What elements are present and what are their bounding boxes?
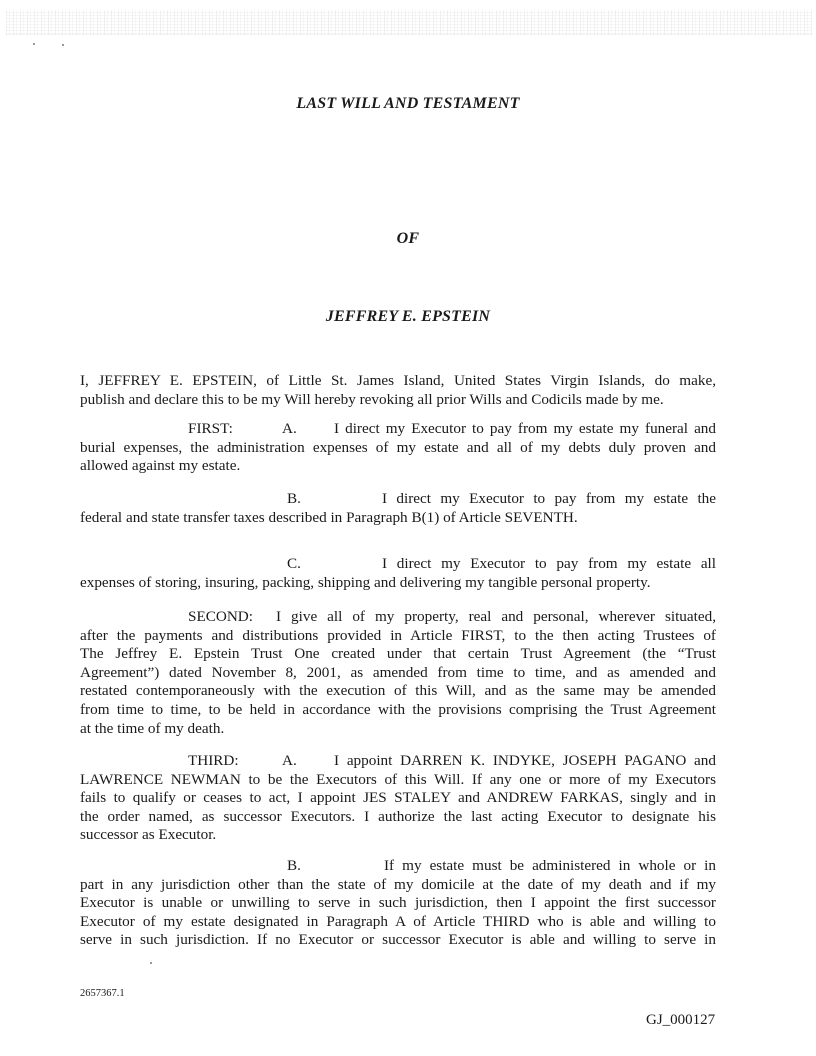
text-line: serve in such jurisdiction. If no Executor or successor Executor is able and willing to serve in	[80, 931, 716, 949]
bates-number: GJ_000127	[646, 1012, 716, 1028]
text-line: I appoint DARREN K. INDYKE, JOSEPH PAGANO and	[334, 752, 716, 769]
scan-artifact-band	[6, 10, 812, 35]
article-label: FIRST:	[188, 420, 233, 437]
text-line: federal and state transfer taxes described in Paragraph B(1) of Article SEVENTH.	[80, 508, 578, 526]
document-title: LAST WILL AND TESTAMENT	[296, 95, 520, 112]
text-line: publish and declare this to be my Will hereby revoking all prior Wills and Codicils made by me.	[80, 390, 664, 408]
text-line: I give all of my property, real and personal, wherever situated,	[276, 608, 716, 625]
document-title-of: OF	[396, 230, 420, 247]
text-line: after the payments and distributions provided in Article FIRST, to the then acting Trustees of	[80, 626, 716, 644]
article-label: SECOND:	[188, 608, 253, 625]
preamble-paragraph	[80, 372, 716, 409]
article-first-paragraph-c	[80, 555, 716, 592]
scan-speck	[33, 43, 35, 45]
text-line: I, JEFFREY E. EPSTEIN, of Little St. James Island, United States Virgin Islands, do make,	[80, 372, 716, 389]
article-first-paragraph-a	[80, 420, 716, 476]
scan-speck	[62, 44, 64, 46]
text-line: Agreement”) dated November 8, 2001, as amended from time to time, and as amended and	[80, 663, 716, 681]
article-label: THIRD:	[188, 752, 239, 769]
article-second-paragraph	[80, 608, 716, 738]
text-line: I direct my Executor to pay from my estate the	[382, 490, 716, 507]
text-line: expenses of storing, insuring, packing, shipping and delivering my tangible personal property.	[80, 573, 651, 591]
text-line: The Jeffrey E. Epstein Trust One created under that certain Trust Agreement (the “Trust	[80, 645, 716, 663]
text-line: If my estate must be administered in whole or in	[384, 857, 716, 874]
article-third-paragraph-b	[80, 857, 716, 950]
text-line: from time to time, to be held in accordance with the provisions comprising the Trust Agreement	[80, 700, 716, 718]
text-line: I direct my Executor to pay from my estate my funeral and	[334, 420, 716, 437]
text-line: Executor is unable or unwilling to serve in such jurisdiction, then I appoint the first successor	[80, 894, 716, 912]
article-third-paragraph-a	[80, 752, 716, 845]
text-line: LAWRENCE NEWMAN to be the Executors of this Will. If any one or more of my Executors	[80, 770, 716, 788]
text-line: allowed against my estate.	[80, 457, 241, 475]
article-first-paragraph-b	[80, 490, 716, 527]
paragraph-label: B.	[287, 490, 301, 507]
paragraph-label: B.	[287, 857, 301, 874]
text-line: the order named, as successor Executors. I authorize the last acting Executor to designate his	[80, 807, 716, 825]
paragraph-label: C.	[287, 555, 301, 572]
paragraph-label: A.	[282, 420, 297, 437]
text-line: part in any jurisdiction other than the state of my domicile at the date of my death and if my	[80, 875, 716, 893]
text-line: I direct my Executor to pay from my estate all	[382, 555, 716, 572]
document-number: 2657367.1	[80, 988, 125, 999]
text-line: at the time of my death.	[80, 719, 225, 737]
text-line: successor as Executor.	[80, 826, 217, 844]
paragraph-label: A.	[282, 752, 297, 769]
text-line: Executor of my estate designated in Paragraph A of Article THIRD who is able and willing to	[80, 912, 716, 930]
scan-speck	[150, 962, 152, 964]
text-line: burial expenses, the administration expenses of my estate and all of my debts duly proven and	[80, 438, 716, 456]
text-line: fails to qualify or ceases to act, I appoint JES STALEY and ANDREW FARKAS, singly and in	[80, 789, 716, 807]
text-line: restated contemporaneously with the execution of this Will, and as the same may be amended	[80, 682, 716, 700]
testator-name-heading: JEFFREY E. EPSTEIN	[325, 308, 491, 325]
